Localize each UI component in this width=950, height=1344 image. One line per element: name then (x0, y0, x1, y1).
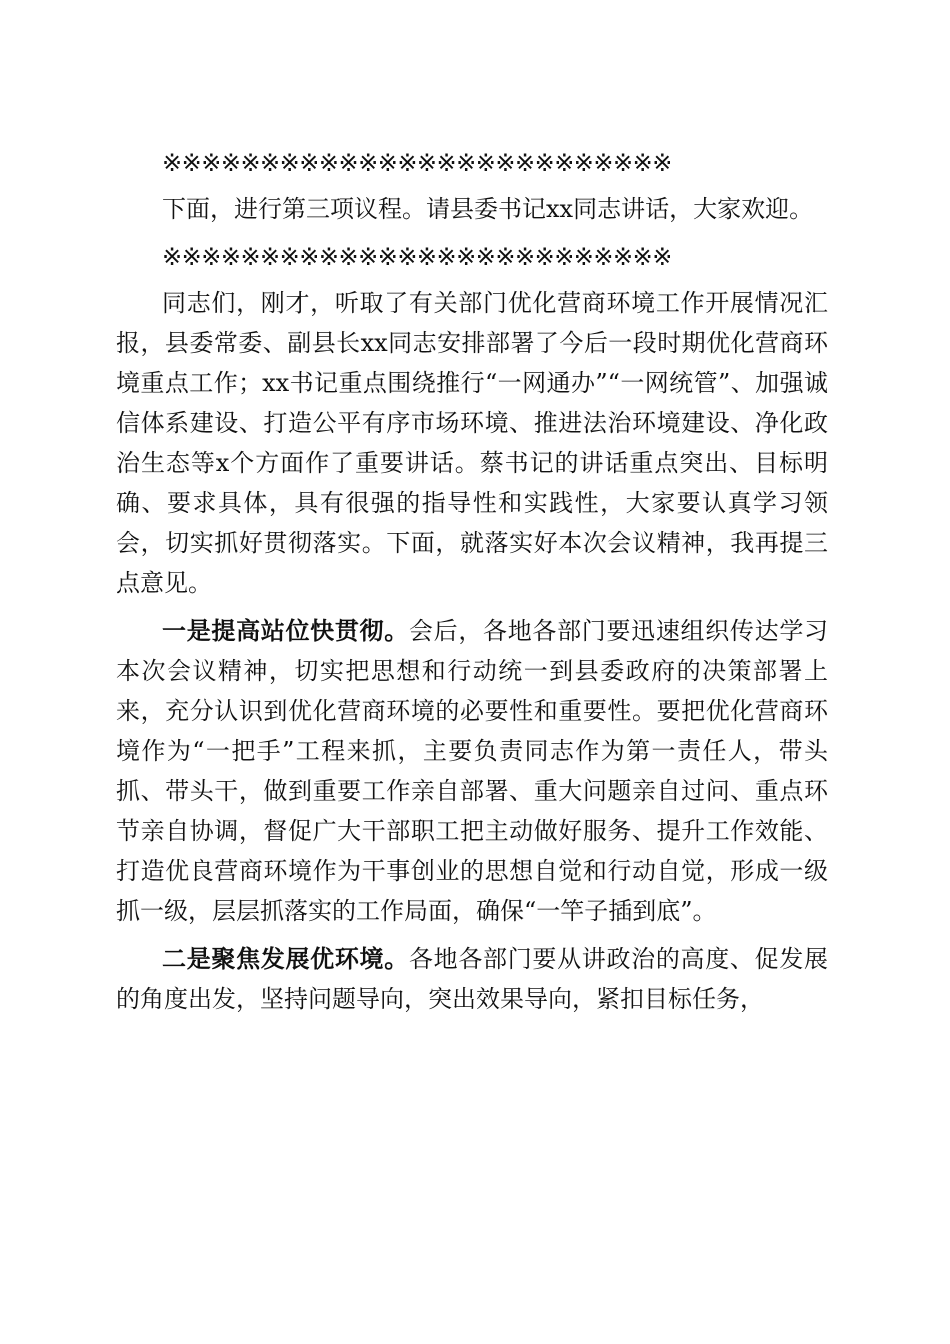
point-one-heading: 一是提高站位快贯彻。 (162, 616, 409, 645)
point-two-paragraph (116, 939, 828, 1019)
point-two-heading: 二是聚焦发展优环境。 (162, 944, 409, 973)
separator-line: ※※※※※※※※※※※※※※※※※※※※※※※※※※ (162, 149, 672, 177)
intro-paragraph: 下面，进行第三项议程。请县委书记xx同志讲话，大家欢迎。 (162, 195, 814, 223)
document-body (116, 143, 828, 1027)
point-one-text: 会后，各地各部门要迅速组织传达学习本次会议精神，切实把思想和行动统一到县委政府的决策部署上来，充分认识到优化营商环境的必要性和重要性。要把优化营商环境作为“一把手”工程来抓，主要负责同志作为第一责任人，带头抓、带头干，做到重要工作亲自部署、重大问题亲自过问、重点环节亲自协调，督促广大干部职工把主动做好服务、提升工作效能、打造优良营商环境作为干事创业的思想自觉和行动自觉，形成一级抓一级，层层抓落实的工作局面，确保“一竿子插到底”。 (116, 617, 829, 925)
point-one-paragraph (116, 611, 828, 931)
point-two-text: 各地各部门要从讲政治的高度、促发展的角度出发，坚持问题导向，突出效果导向，紧扣目标任务， (116, 945, 829, 1013)
separator-line: ※※※※※※※※※※※※※※※※※※※※※※※※※※ (162, 243, 672, 271)
summary-paragraph: 同志们，刚才，听取了有关部门优化营商环境工作开展情况汇报，县委常委、副县长xx同志安排部署了今后一段时期优化营商环境重点工作；xx书记重点围绕推行“一网通办”“一网统管”、加强诚信体系建设、打造公平有序市场环境、推进法治环境建设、净化政治生态等x个方面作了重要讲话。蔡书记的讲话重点突出、目标明确、要求具体，具有很强的指导性和实践性，大家要认真学习领会，切实抓好贯彻落实。下面，就落实好本次会议精神，我再提三点意见。 (116, 289, 828, 597)
